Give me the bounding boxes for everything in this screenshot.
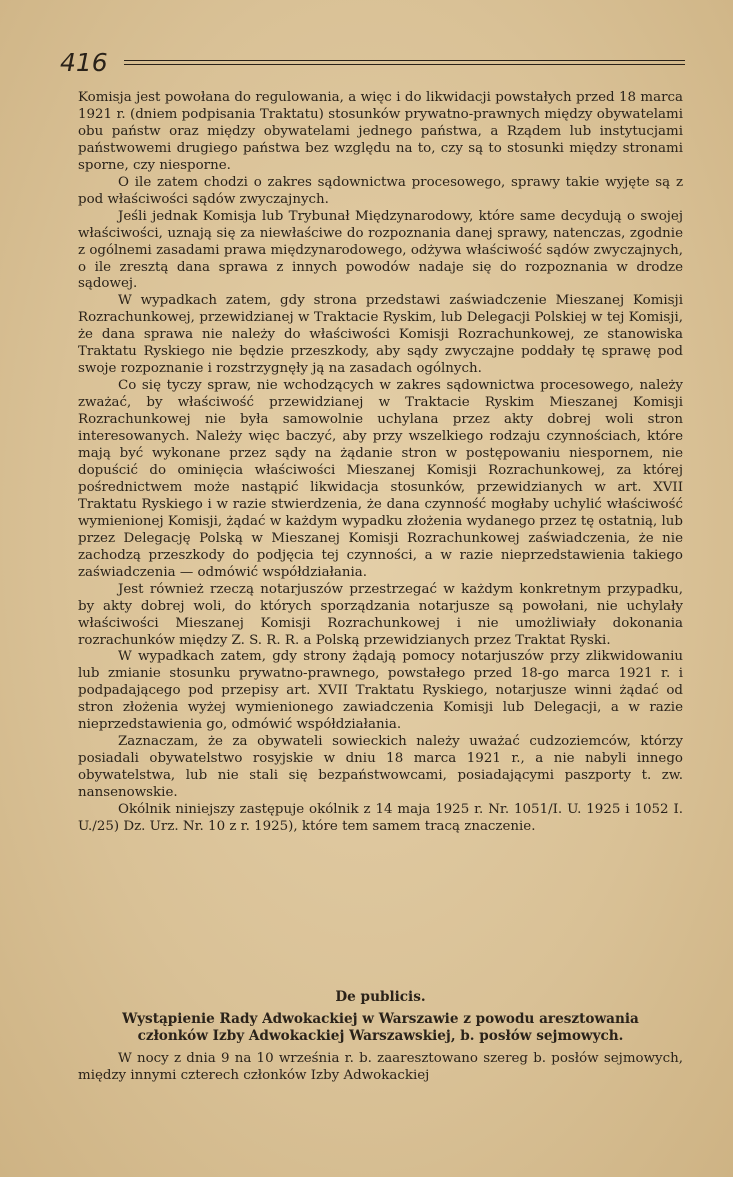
article-heading-line: członków Izby Adwokackiej Warszawskiej, b. posłów sejmowych. — [137, 1028, 624, 1044]
paragraph: Okólnik niniejszy zastępuje okólnik z 14 maja 1925 r. Nr. 1051/I. U. 1925 i 1052 I. U./25) Dz. Urz. Nr. 10 z r. 1925), które tem samem tracą znaczenie. — [78, 802, 683, 834]
article-body — [78, 1050, 683, 1084]
page-header — [60, 48, 685, 78]
paragraph: Jeśli jednak Komisja lub Trybunał Międzynarodowy, które same decydują o swojej właściwości, uznają się za niewłaściwe do rozpoznania danej sprawy, natenczas, zgodnie z ogólnemi zasadami prawa międzynarodowego, odżywa właściwość sądów zwyczajnych, o ile zresztą dana sprawa z innych powodów nadaje się do rozpoznania w drodze sądowej. — [78, 208, 683, 292]
article-heading — [78, 1011, 683, 1045]
paragraph: Jest również rzeczą notarjuszów przestrzegać w każdym konkretnym przypadku, by akty dobrej woli, do których sporządzania notarjusze są powołani, nie uchylały właściwości Mieszanej Komisji Rozrachunkowej i nie umożliwiały dokonania rozrachunków między Z. S. R. R. a Polską przewidzianych przez Traktat Ryski. — [78, 581, 683, 648]
paragraph: W nocy z dnia 9 na 10 września r. b. zaaresztowano szereg b. posłów sejmowych, między innymi czterech członków Izby Adwokackiej — [78, 1051, 683, 1083]
page-number: 416 — [60, 48, 108, 77]
header-rule — [124, 60, 685, 65]
body-text — [78, 90, 683, 836]
paragraph: Zaznaczam, że za obywateli sowieckich należy uważać cudzoziemców, którzy posiadali obywatelstwo rosyjskie w dniu 18 marca 1921 r., a nie nabyli innego obywatelstwa, lub nie stali się bezpaństwowcami, posiadającymi paszporty t. zw. nansenowskie. — [78, 734, 683, 801]
section-title: De publicis. — [335, 989, 426, 1005]
paragraph: W wypadkach zatem, gdy strona przedstawi zaświadczenie Mieszanej Komisji Rozrachunkowej, przewidzianej w Traktacie Ryskim, lub Delegacji Polskiej w tej Komisji, że dana sprawa nie należy do właściwości Komisji Rozrachunkowej, ze stanowiska Traktatu Ryskiego nie będzie przeszkody, aby sądy zwyczajne poddały tę sprawę pod swoje rozpoznanie i rozstrzygnęły ją na zasadach ogólnych. — [78, 293, 683, 377]
paragraph: W wypadkach zatem, gdy strony żądają pomocy notarjuszów przy zlikwidowaniu lub zmianie stosunku prywatno-prawnego, powstałego przed 18-go marca 1921 r. i podpadającego pod przepisy art. XVII Traktatu Ryskiego, notarjusze winni żądać od stron złożenia wyżej wymienionego zawiadczenia Komisji lub Delegacji, a w razie nieprzedstawienia go, odmówić współdziałania. — [78, 649, 683, 733]
paragraph: Co się tyczy spraw, nie wchodzących w zakres sądownictwa procesowego, należy zważać, by właściwość przewidzianej w Traktacie Ryskim Mieszanej Komisji Rozrachunkowej nie była samowolnie uchylana przez akty dobrej woli stron interesowanych. Należy więc baczyć, aby przy wszelkiego rodzaju czynnościach, które mają być wykonane przez sądy na żądanie stron w postępowaniu niespornem, nie dopuścić do ominięcia właściwości Mieszanej Komisji Rozrachunkowej, za której pośrednictwem może nastąpić likwidacja stosunków, przewidzianych w art. XVII Traktatu Ryskiego i w razie stwierdzenia, że dana czynność mogłaby uchylić właściwość wymienionej Komisji, żądać w każdym wypadku złożenia wydanego przez tę ostatnią, lub przez Delegację Polską w Mieszanej Komisji Rozrachunkowej zaświadczenia, że nie zachodzą przeszkody do podjęcia tej czynności, a w razie nieprzedstawienia takiego zaświadczenia — odmówić współdziałania. — [78, 378, 683, 580]
article-heading-line: Wystąpienie Rady Adwokackiej w Warszawie z powodu aresztowania — [122, 1011, 639, 1027]
paragraph: Komisja jest powołana do regulowania, a więc i do likwidacji powstałych przed 18 marca 1921 r. (dniem podpisania Traktatu) stosunków prywatno-prawnych między obywatelami obu państw oraz między obywatelami jednego państwa, a Rządem lub instytucjami państwowemi drugiego państwa bez względu na to, czy są to stosunki między stronami sporne, czy niesporne. — [78, 90, 683, 173]
paragraph: O ile zatem chodzi o zakres sądownictwa procesowego, sprawy takie wyjęte są z pod właściwości sądów zwyczajnych. — [78, 174, 683, 207]
